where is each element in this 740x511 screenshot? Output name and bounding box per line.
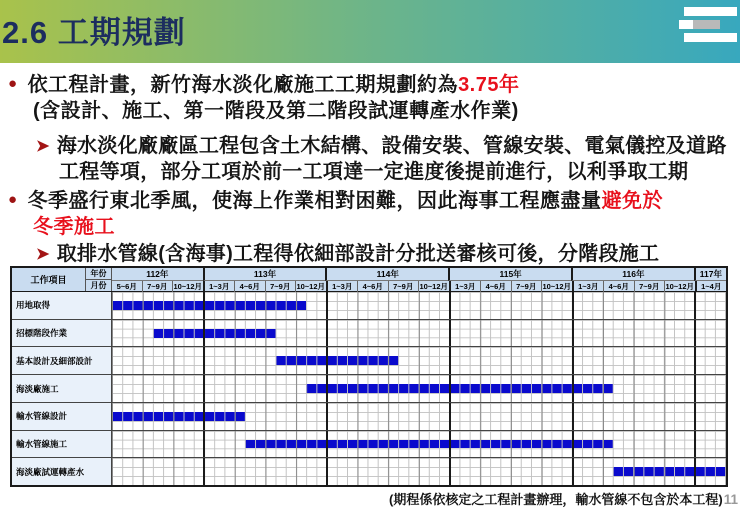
gantt-task-bar: [306, 384, 613, 393]
gantt-task-row: [12, 430, 726, 458]
bullet-2-highlight-1: 避免於: [601, 190, 664, 212]
bullet-1-line-2: [33, 94, 519, 123]
gantt-task-row: [12, 319, 726, 347]
gantt-task-label: 招標階段作業: [12, 320, 112, 347]
gantt-task-timeline: [112, 403, 726, 430]
bullet-2-line-1: [8, 184, 663, 213]
bullet-1-text-2: (含設計、施工、第一階段及第二階段試運轉產水作業): [33, 100, 519, 122]
bullet-1-text: 依工程計畫，新竹海水淡化廠施工工期規劃約為: [27, 74, 459, 96]
gantt-task-row: [12, 346, 726, 374]
gantt-quarter-header: 4~6月: [357, 281, 388, 292]
gantt-quarter-header: 7~9月: [142, 281, 173, 292]
gantt-year-divider: [449, 320, 451, 347]
arrow-marker-icon: ➤: [36, 138, 50, 155]
gantt-year-divider: [326, 320, 328, 347]
gantt-task-timeline: [112, 458, 726, 485]
gantt-task-row: [12, 402, 726, 430]
gantt-chart: [10, 266, 728, 487]
gantt-year-divider: [694, 431, 696, 458]
gantt-task-timeline: [112, 347, 726, 374]
logo-bar-middle: [679, 20, 720, 29]
gantt-task-timeline: [112, 320, 726, 347]
gantt-year-divider: [203, 375, 205, 402]
bullet-1-highlight: 3.75年: [458, 74, 520, 96]
gantt-quarter-row: [112, 281, 726, 292]
gantt-year-divider: [694, 347, 696, 374]
gantt-quarter-header: 4~6月: [480, 281, 511, 292]
gantt-quarter-header: 1~3月: [326, 281, 358, 292]
gantt-quarter-header: 7~9月: [265, 281, 296, 292]
sub-bullet-1-line-2: [59, 155, 688, 184]
gantt-year-header: 114年: [325, 268, 448, 281]
gantt-task-label: 基本設計及細部設計: [12, 347, 112, 374]
gantt-time-columns: [112, 268, 726, 291]
logo-bar-top: [684, 7, 737, 16]
gantt-year-divider: [694, 375, 696, 402]
gantt-body: [12, 292, 726, 485]
gantt-year-divider: [326, 292, 328, 319]
gantt-task-row: [12, 292, 726, 319]
gantt-year-divider: [203, 347, 205, 374]
bullet-2-line-2: [33, 210, 115, 239]
bullet-marker-icon: ●: [8, 191, 18, 208]
gantt-task-row: [12, 374, 726, 402]
gantt-year-row: [112, 268, 726, 281]
gantt-task-label: 用地取得: [12, 292, 112, 319]
gantt-year-divider: [694, 292, 696, 319]
gantt-year-divider: [694, 403, 696, 430]
sub-bullet-1-line-1: [36, 129, 727, 158]
gantt-quarter-header: 10~12月: [296, 282, 326, 291]
gantt-year-divider: [449, 403, 451, 430]
gantt-quarter-header: 1~4月: [695, 281, 727, 292]
title-band: [0, 0, 740, 63]
gantt-quarter-header: 7~9月: [634, 281, 665, 292]
sub-bullet-2-text: 取排水管線(含海事)工程得依細部設計分批送審核可後，分階段施工: [56, 243, 660, 265]
arrow-marker-icon: ➤: [36, 246, 50, 263]
gantt-quarter-header: 10~12月: [665, 282, 695, 291]
page-title: 2.6 工期規劃: [2, 15, 186, 50]
gantt-task-label: 輸水管線設計: [12, 403, 112, 430]
gantt-task-bar: [245, 440, 613, 449]
gantt-year-axis-label: 年份: [86, 268, 111, 280]
gantt-task-timeline: [112, 431, 726, 458]
logo-bar-bottom: [684, 33, 737, 42]
gantt-axis-labels: [86, 268, 112, 291]
gantt-year-divider: [203, 431, 205, 458]
gantt-year-header: 112年: [112, 268, 203, 281]
gantt-task-bar: [153, 329, 276, 338]
gantt-task-bar: [112, 412, 245, 421]
gantt-year-header: 117年: [694, 268, 726, 281]
bullet-2-text: 冬季盛行東北季風，使海上作業相對困難，因此海事工程應盡量: [27, 190, 602, 212]
gantt-year-divider: [572, 458, 574, 485]
gantt-quarter-header: 7~9月: [511, 281, 542, 292]
gantt-task-label: 海淡廠試運轉產水: [12, 458, 112, 485]
sub-bullet-1-text-1: 海水淡化廠廠區工程包含土木結構、設備安裝、管線安裝、電氣儀控及道路: [56, 135, 727, 157]
gantt-grid-overlay: [112, 347, 726, 374]
gantt-quarter-header: 1~3月: [203, 281, 235, 292]
logo-bar-middle-gray: [693, 20, 720, 29]
gantt-quarter-header: 10~12月: [419, 282, 449, 291]
gantt-task-bar: [112, 301, 306, 310]
gantt-year-divider: [449, 292, 451, 319]
gantt-year-divider: [694, 320, 696, 347]
bullet-2-highlight-2: 冬季施工: [33, 216, 115, 238]
gantt-header: [12, 268, 726, 292]
sub-bullet-1-text-2: 工程等項，部分工項於前一工項達一定進度後提前進行，以利爭取工期: [59, 161, 689, 183]
logo-bar-middle-white: [679, 20, 693, 29]
stripes-logo-icon: [683, 7, 737, 42]
gantt-year-divider: [449, 458, 451, 485]
footer-note: (期程係依核定之工程計畫辦理，輸水管線不包含於本工程): [389, 492, 723, 507]
gantt-task-label: 輸水管線施工: [12, 431, 112, 458]
gantt-year-divider: [203, 458, 205, 485]
gantt-year-divider: [572, 347, 574, 374]
footer-caption: [389, 489, 738, 508]
gantt-task-row: [12, 457, 726, 485]
gantt-year-divider: [449, 347, 451, 374]
gantt-quarter-header: 1~3月: [449, 281, 481, 292]
gantt-task-timeline: [112, 375, 726, 402]
bullet-1-line-1: [8, 68, 520, 97]
gantt-year-divider: [572, 403, 574, 430]
gantt-corner-header: 工作項目: [12, 268, 86, 291]
gantt-task-bar: [276, 356, 399, 365]
gantt-quarter-header: 10~12月: [173, 282, 203, 291]
bullet-marker-icon: ●: [8, 75, 18, 92]
gantt-year-divider: [572, 292, 574, 319]
gantt-quarter-header: 4~6月: [603, 281, 634, 292]
gantt-quarter-header: 5~6月: [116, 282, 137, 291]
gantt-year-header: 116年: [571, 268, 694, 281]
gantt-quarter-header: 10~12月: [542, 282, 572, 291]
gantt-year-divider: [572, 320, 574, 347]
gantt-year-divider: [326, 403, 328, 430]
gantt-year-divider: [326, 458, 328, 485]
gantt-year-header: 113年: [203, 268, 326, 281]
gantt-quarter-header: 1~3月: [572, 281, 604, 292]
gantt-task-timeline: [112, 292, 726, 319]
gantt-month-axis-label: 月份: [90, 281, 107, 290]
gantt-quarter-header: 4~6月: [234, 281, 265, 292]
gantt-task-bar: [613, 467, 726, 476]
page-number: 11: [723, 492, 738, 507]
sub-bullet-2: [36, 237, 659, 266]
gantt-task-label: 海淡廠施工: [12, 375, 112, 402]
gantt-quarter-header: 7~9月: [388, 281, 419, 292]
gantt-year-header: 115年: [448, 268, 571, 281]
